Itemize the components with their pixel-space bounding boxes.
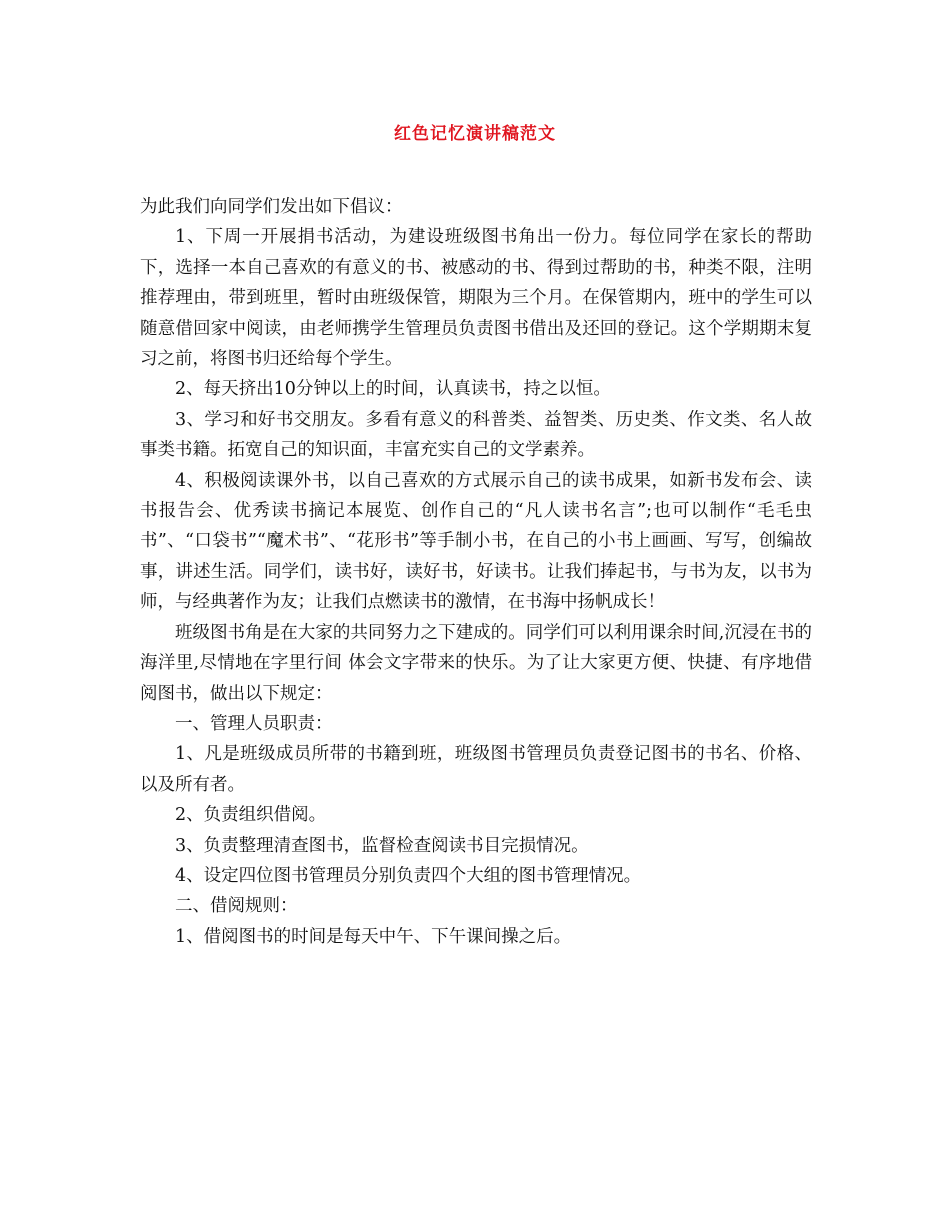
paragraph: 4、设定四位图书管理员分别负责四个大组的图书管理情况。	[175, 865, 642, 886]
paragraph: 2、负责组织借阅。	[175, 805, 327, 826]
paragraph: 二、借阅规则：	[175, 896, 298, 917]
paragraph: 3、负责整理清查图书，监督检查阅读书目完损情况。	[175, 835, 589, 856]
document-body	[140, 192, 812, 952]
paragraph: 一、管理人员职责：	[175, 713, 333, 734]
paragraph: 1、下周一开展捐书活动，为建设班级图书角出一份力。每位同学在家长的帮助下，选择一本自己喜欢的有意义的书、被感动的书、得到过帮助的书，种类不限，注明推荐理由，带到班里，暂时由班级保管，期限为三个月。在保管期内，班中的学生可以随意借回家中阅读，由老师携学生管理员负责图书借出及还回的登记。这个学期期末复习之前，将图书归还给每个学生。	[140, 227, 812, 370]
paragraph: 为此我们向同学们发出如下倡议：	[140, 197, 403, 217]
document-title: 红色记忆演讲稿范文	[394, 124, 556, 144]
paragraph: 1、借阅图书的时间是每天中午、下午课间操之后。	[175, 926, 572, 947]
paragraph: 2、每天挤出10分钟以上的时间，认真读书，持之以恒。	[175, 379, 611, 400]
paragraph: 4、积极阅读课外书，以自己喜欢的方式展示自己的读书成果，如新书发布会、读书报告会、优秀读书摘记本展览、创作自己的“凡人读书名言”;也可以制作“毛毛虫书”、“口袋书”“魔术书”、“花形书”等手制小书，在自己的小书上画画、写写，创编故事，讲述生活。同学们，读书好，读好书，好读书。让我们捧起书，与书为友，以书为师，与经典著作为友；让我们点燃读书的激情，在书海中扬帆成长！	[140, 470, 812, 613]
paragraph: 1、凡是班级成员所带的书籍到班，班级图书管理员负责登记图书的书名、价格、以及所有者。	[140, 744, 812, 795]
paragraph: 3、学习和好书交朋友。多看有意义的科普类、益智类、历史类、作文类、名人故事类书籍。拓宽自己的知识面，丰富充实自己的文学素养。	[140, 409, 812, 461]
paragraph: 班级图书角是在大家的共同努力之下建成的。同学们可以利用课余时间,沉浸在书的海洋里,尽情地在字里行间 体会文字带来的快乐。为了让大家更方便、快捷、有序地借阅图书，做出以下规定：	[140, 622, 812, 704]
